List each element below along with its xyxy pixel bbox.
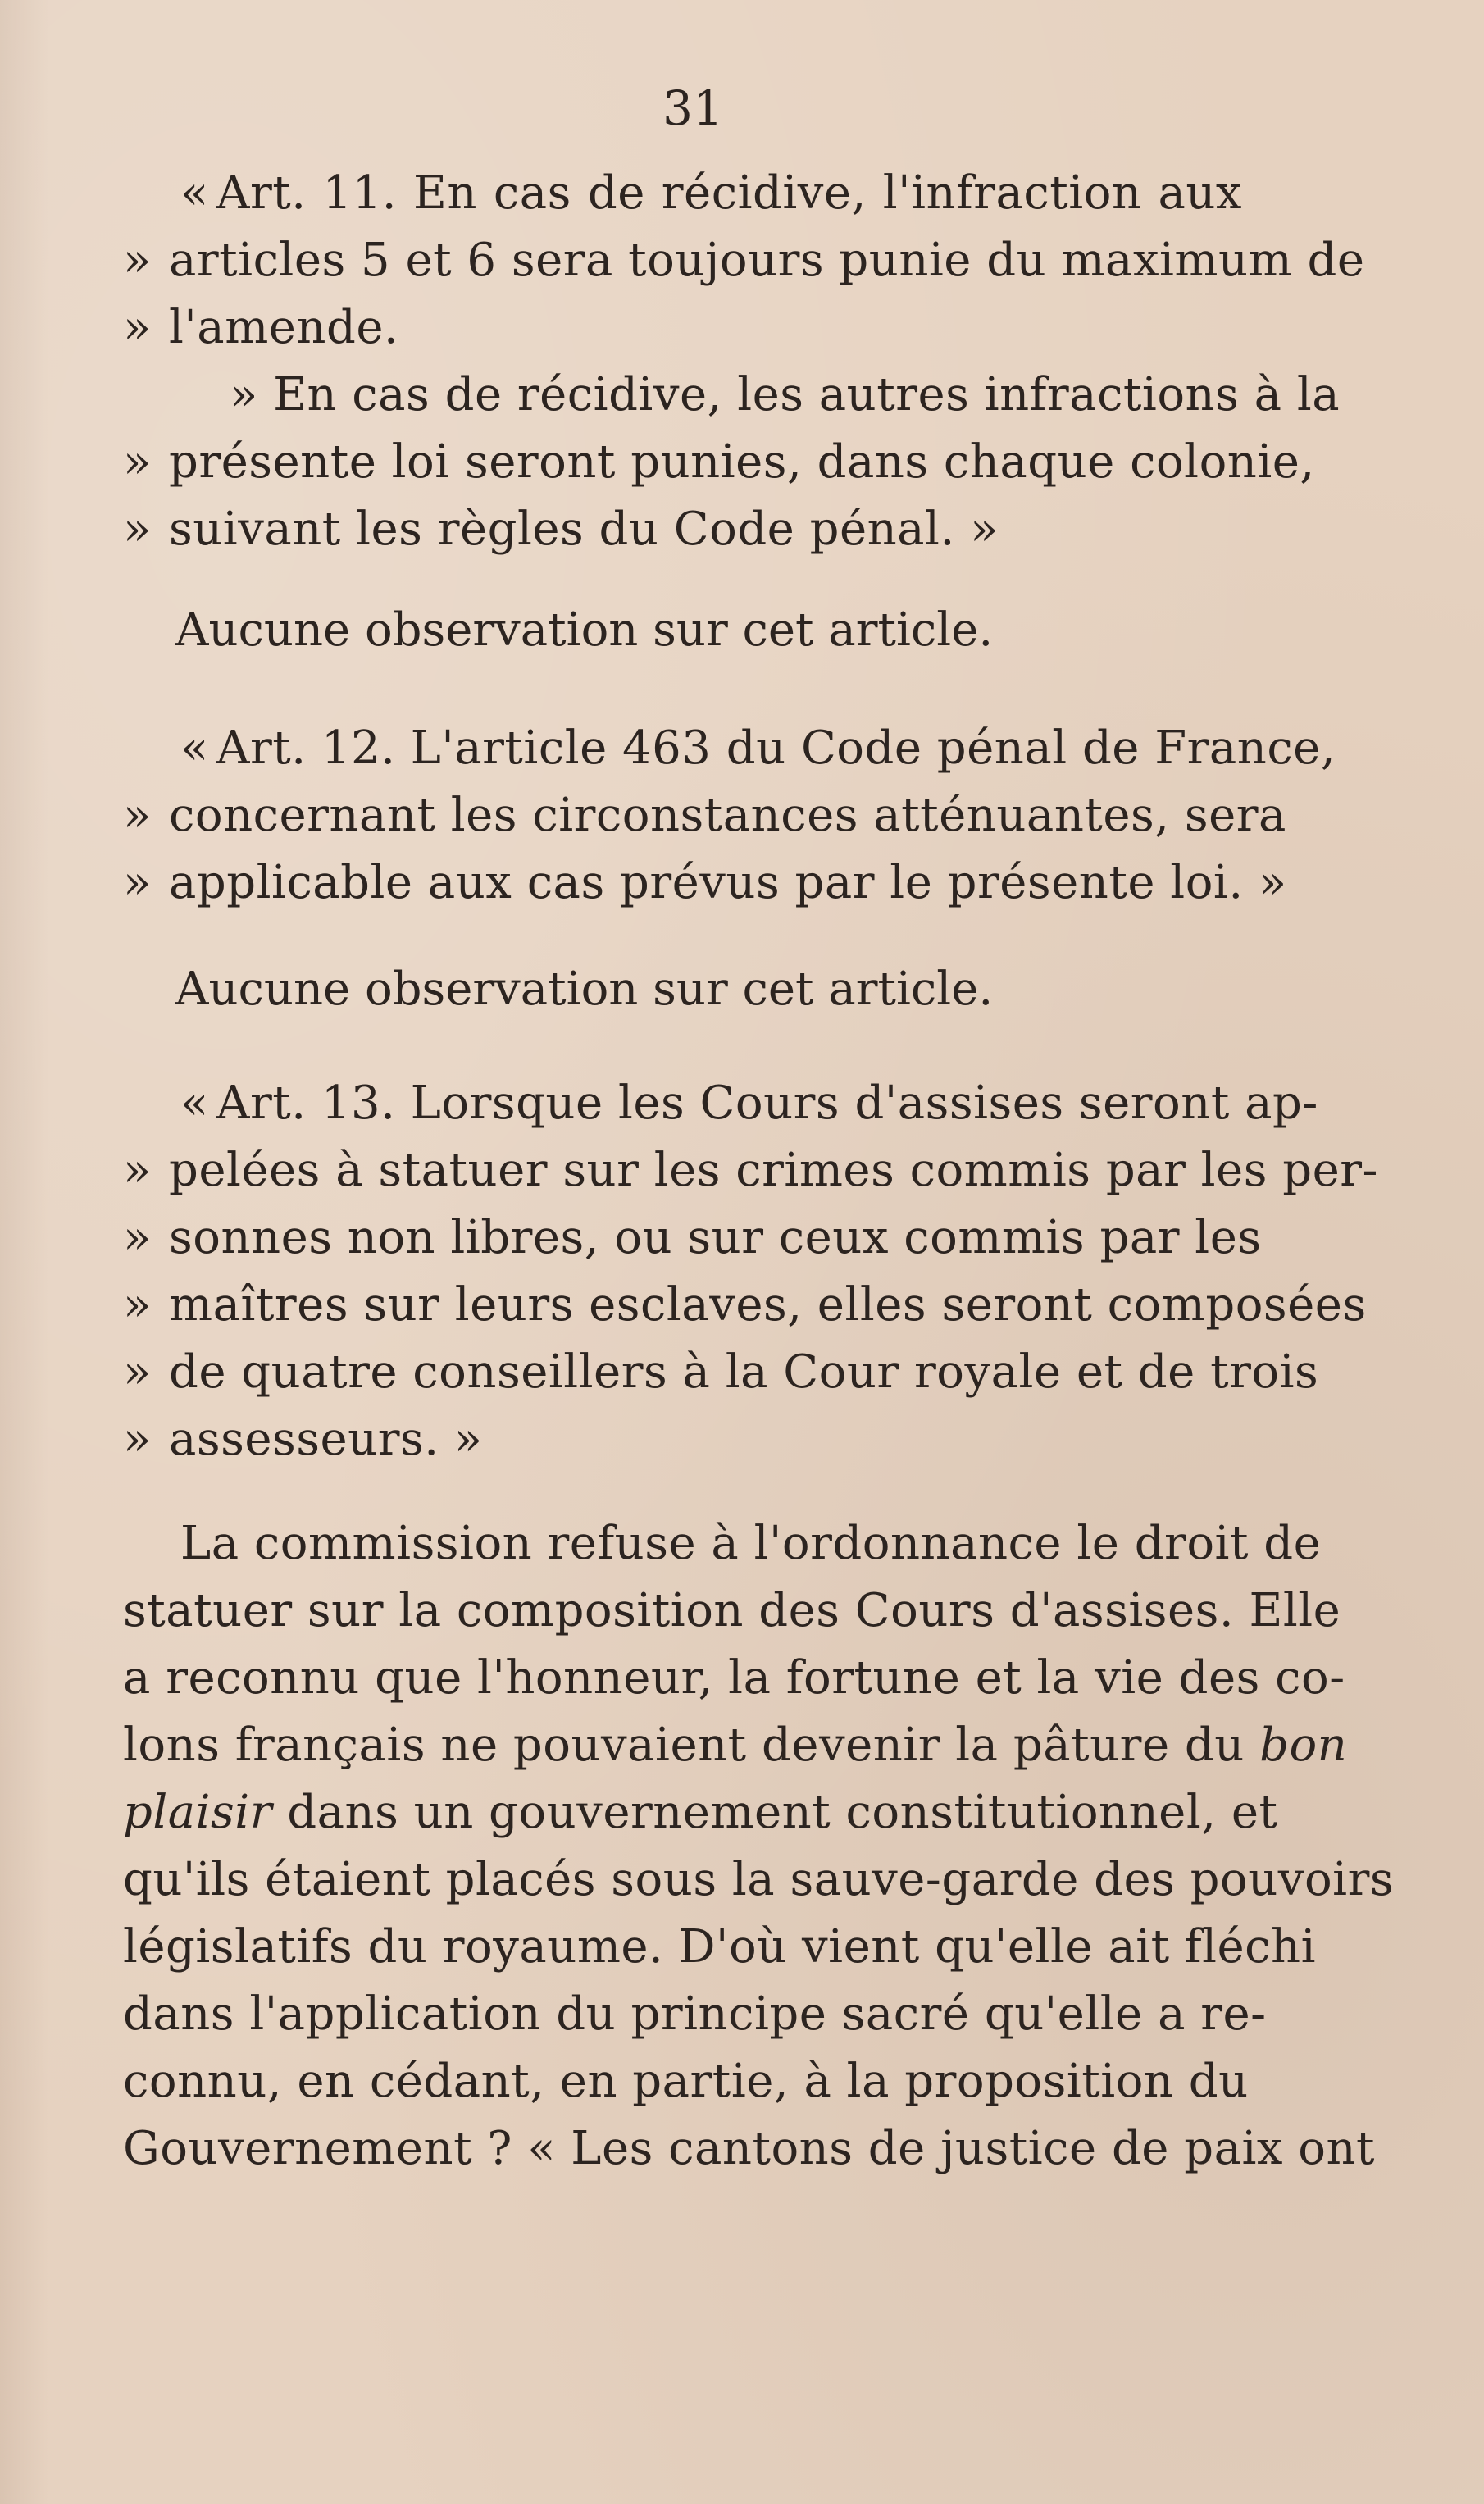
line-text: Gouvernement ? « Les cantons de justice de paix ont [123,2122,1376,2175]
text-line [123,227,1365,294]
article-13 [123,1070,1378,1473]
text-line [123,1645,1345,1712]
quote-mark: » [123,1144,152,1197]
quote-mark: « [180,1077,209,1130]
quote-mark: « [180,166,209,220]
text-line [123,1578,1341,1645]
quote-mark: » [123,1278,152,1332]
observation-note [123,956,1242,1023]
quote-mark: » [123,1211,152,1264]
line-text: dans l'application du principe sacré qu'elle a re- [123,1987,1267,2041]
article-11 [123,160,1365,563]
line-text: plaisir dans un gouvernement constitutionnel, et [123,1786,1278,1839]
line-text: maîtres sur leurs esclaves, elles seront composées [169,1278,1367,1332]
line-text: » En cas de récidive, les autres infractions à la [230,368,1341,421]
quote-mark: » [123,789,152,842]
text-line [123,1981,1267,2048]
text-line [123,2115,1376,2183]
text-line [123,1204,1262,1272]
line-text: connu, en cédant, en partie, à la proposition du [123,2055,1249,2108]
note-text: Aucune observation sur cet article. [175,963,994,1016]
line-text: pelées à statuer sur les crimes commis par les per- [169,1144,1378,1197]
text-line [123,715,1336,782]
line-text: La commission refuse à l'ordonnance le droit de [180,1517,1322,1570]
line-text: présente loi seront punies, dans chaque colonie, [169,435,1315,489]
line-text: Art. 13. Lorsque les Cours d'assises seront ap- [216,1077,1318,1130]
line-text: statuer sur la composition des Cours d'assises. Elle [123,1584,1341,1637]
text-line [123,849,1287,917]
line-text: lons français ne pouvaient devenir la pâture du bon [123,1719,1348,1772]
quote-mark: » [123,503,152,556]
text-line [123,429,1315,496]
line-text: Art. 11. En cas de récidive, l'infraction aux [216,166,1242,220]
quote-mark: » [123,435,152,489]
text-line [123,294,1242,362]
text-line [123,1137,1378,1204]
note-text: Aucune observation sur cet article. [175,603,994,657]
line-text: concernant les circonstances atténuantes, sera [169,789,1286,842]
text-line [123,1070,1318,1137]
quote-mark: « [180,722,209,775]
line-text: de quatre conseillers à la Cour royale et de trois [169,1345,1319,1399]
article-12 [123,715,1336,917]
text-line [123,1406,1242,1473]
text-line [123,1510,1322,1578]
text-line [123,160,1242,227]
text-line [123,1339,1319,1406]
line-text: assesseurs. » [169,1413,483,1466]
quote-mark: » [123,234,152,287]
text-line [123,496,1242,563]
quote-mark: » [123,301,152,354]
line-text: applicable aux cas prévus par le présente loi. » [169,856,1287,909]
text-line [123,782,1286,849]
quote-mark: » [123,1413,152,1466]
text-line [123,1272,1367,1339]
commentary-paragraph [123,1510,1395,2183]
line-text: législatifs du royaume. D'où vient qu'elle ait fléchi [123,1920,1317,1974]
line-text: a reconnu que l'honneur, la fortune et la vie des co- [123,1651,1345,1705]
line-text: articles 5 et 6 sera toujours punie du maximum de [169,234,1365,287]
observation-note [123,597,1242,664]
text-line [123,1779,1278,1846]
line-text: l'amende. [169,301,399,354]
line-text: suivant les règles du Code pénal. » [169,503,999,556]
quote-mark: » [123,856,152,909]
line-text: sonnes non libres, ou sur ceux commis par les [169,1211,1262,1264]
text-line [123,1846,1395,1914]
line-text: Art. 12. L'article 463 du Code pénal de France, [216,722,1336,775]
line-text: qu'ils étaient placés sous la sauve-garde des pouvoirs [123,1853,1395,1906]
text-line [123,1914,1317,1981]
quote-mark: » [123,1345,152,1399]
text-line [123,1712,1348,1779]
page-number: 31 [662,80,723,136]
text-line [123,2048,1249,2115]
text-line [123,362,1341,429]
